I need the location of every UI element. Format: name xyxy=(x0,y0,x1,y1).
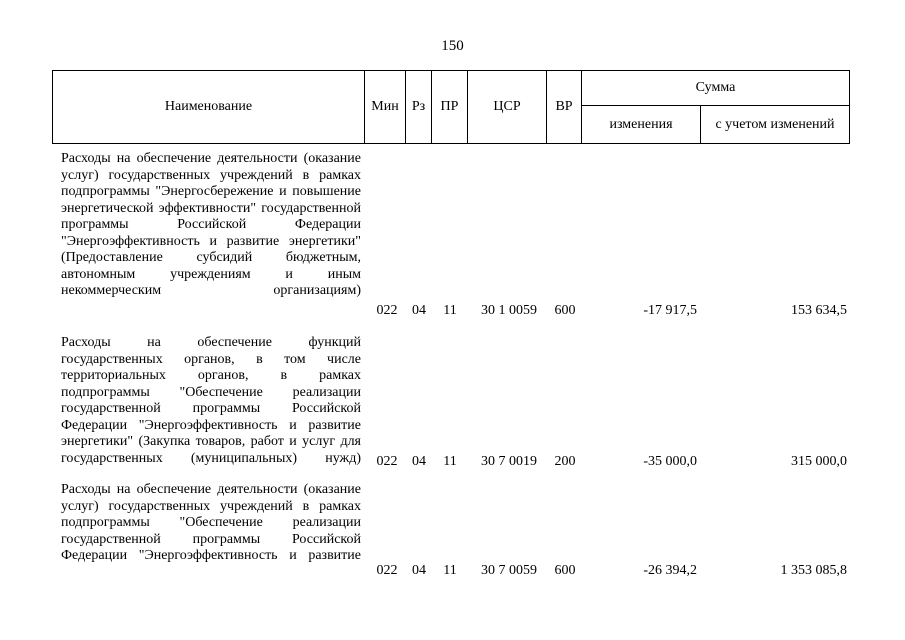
row-min: 022 xyxy=(376,303,398,318)
row-total: 315 000,0 xyxy=(791,454,847,469)
row-changes: -17 917,5 xyxy=(643,303,697,318)
row-rz: 04 xyxy=(412,454,426,469)
row-changes: -26 394,2 xyxy=(643,563,697,578)
row-vr: 600 xyxy=(554,303,576,318)
row-vr: 600 xyxy=(554,563,576,578)
row-min: 022 xyxy=(376,563,398,578)
header-rz: Рз xyxy=(411,99,426,114)
row-changes: -35 000,0 xyxy=(643,454,697,469)
row-pr: 11 xyxy=(443,454,457,469)
row-name: Расходы на обеспечение функций государственных органов, в том числе территориальных органов, в рамках подпрограммы "Обеспечение реализации государственной программы Российской Федерации "Энергоэффективность и развитие энергетики" (Закупка товаров, работ и услуг для государственных (муниципальных) нужд) xyxy=(61,335,361,466)
row-min: 022 xyxy=(376,454,398,469)
row-rz: 04 xyxy=(412,563,426,578)
row-csr: 30 1 0059 xyxy=(481,303,537,318)
header-with-changes: с учетом изменений xyxy=(715,116,835,132)
header-min: Мин xyxy=(371,99,399,114)
row-total: 153 634,5 xyxy=(791,303,847,318)
row-pr: 11 xyxy=(443,563,457,578)
row-name: Расходы на обеспечение деятельности (оказание услуг) государственных учреждений в рамках подпрограммы "Энергосбережение и повышение энергетической эффективности" государственной программы Российской Федерации "Энергоэффективность и развитие энергетики" (Предоставление субсидий бюджетным, автономным учреждениям и иным некоммерческим организациям) xyxy=(61,151,361,298)
row-vr: 200 xyxy=(554,454,576,469)
row-pr: 11 xyxy=(443,303,457,318)
row-csr: 30 7 0059 xyxy=(481,563,537,578)
row-total: 1 353 085,8 xyxy=(780,563,847,578)
row-rz: 04 xyxy=(412,303,426,318)
header-csr: ЦСР xyxy=(493,99,521,114)
row-csr: 30 7 0019 xyxy=(481,454,537,469)
header-right-border xyxy=(849,70,850,144)
page-number: 150 xyxy=(441,38,464,54)
header-changes: изменения xyxy=(609,116,673,132)
header-pr: ПР xyxy=(440,99,459,114)
header-name: Наименование xyxy=(164,99,253,114)
header-sum: Сумма xyxy=(695,80,736,95)
header-bottom-border xyxy=(52,143,850,144)
row-name: Расходы на обеспечение деятельности (оказание услуг) государственных учреждений в рамках подпрограммы "Обеспечение реализации государственной программы Российской Федерации "Энергоэффективность и развитие xyxy=(61,482,361,563)
header-vr: ВР xyxy=(555,99,573,114)
